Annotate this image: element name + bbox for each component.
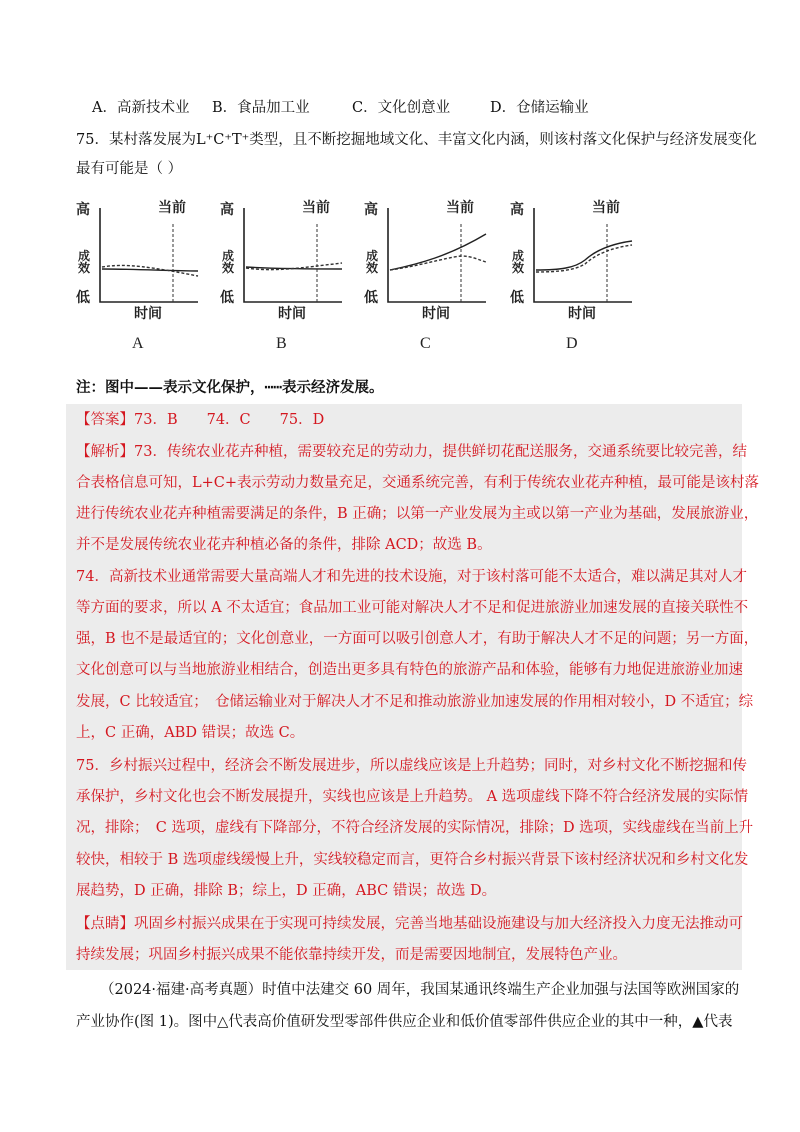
- current-marker-label: 当前: [446, 200, 474, 216]
- y-mid-label: 成效: [366, 249, 379, 275]
- chart-b-plot: [220, 196, 350, 316]
- y-low-label: 低: [510, 290, 524, 306]
- analysis-line: 强，B 也不是最适宜的；文化创意业，一方面可以吸引创意人才，有助于解决人才不足的问题；另一方面，: [76, 631, 759, 647]
- axes: [100, 208, 198, 302]
- analysis-line: 上，C 正确，ABD 错误；故选 C。: [76, 725, 305, 741]
- comment-line-1: [76, 914, 743, 934]
- y-high-label: 高: [220, 202, 234, 218]
- answer-analysis-block: [66, 404, 760, 970]
- current-marker-label: 当前: [592, 200, 620, 216]
- q74-option-b: B．食品加工业: [212, 100, 310, 116]
- next-question-line1: （2024·福建·高考真题）时值中法建交 60 周年，我国某通讯终端生产企业加强与法国等欧洲国家的: [100, 982, 740, 998]
- q75-stem-line2: 最有可能是（ ）: [76, 161, 183, 177]
- q74-options: [92, 98, 712, 118]
- analysis-line: 展趋势，D 正确，排除 B；综上，D 正确，ABC 错误；故选 D。: [76, 883, 497, 899]
- comment-text: 巩固乡村振兴成果在于实现可持续发展，完善当地基础设施建设与加大经济投入力度无法推动可: [134, 916, 743, 932]
- y-mid-label: 成效: [78, 249, 91, 275]
- analysis-line: 进行传统农业花卉种植需要满足的条件，B 正确；以第一产业发展为主或以第一产业为基础，发展旅游业，: [76, 506, 759, 522]
- comment-tag: 【点睛】: [76, 916, 134, 932]
- chart-a: [76, 196, 206, 356]
- culture-protection-line: [246, 267, 342, 269]
- answer-tag: 【答案】: [76, 412, 134, 428]
- y-low-label: 低: [364, 290, 378, 306]
- chart-a-plot: [76, 196, 206, 316]
- culture-protection-line: [390, 234, 486, 270]
- q74-option-d: D．仓储运输业: [490, 100, 589, 116]
- y-mid-label: 成效: [222, 249, 235, 275]
- axes: [388, 208, 486, 302]
- x-axis-label: 时间: [134, 306, 162, 322]
- current-marker-label: 当前: [302, 200, 330, 216]
- chart-c-plot: [364, 196, 494, 316]
- next-question-line2: 产业协作(图 1)。图中△代表高价值研发型零部件供应企业和低价值零部件供应企业的其中一种，▲代表: [76, 1014, 733, 1030]
- analysis-line: 74．高新技术业通常需要大量高端人才和先进的技术设施，对于该村落可能不太适合，难以满足其对人才: [76, 569, 747, 585]
- x-axis-label: 时间: [568, 306, 596, 322]
- analysis-line: 75．乡村振兴过程中，经济会不断发展进步，所以虚线应该是上升趋势；同时，对乡村文化不断挖掘和传: [76, 758, 747, 774]
- x-axis-label: 时间: [278, 306, 306, 322]
- y-low-label: 低: [220, 290, 234, 306]
- y-low-label: 低: [76, 290, 90, 306]
- answer-line: [76, 410, 324, 430]
- chart-letter: A: [132, 335, 144, 352]
- x-axis-label: 时间: [422, 306, 450, 322]
- chart-letter: B: [276, 335, 287, 352]
- culture-protection-line: [536, 241, 632, 270]
- chart-letter: C: [420, 335, 431, 352]
- chart-letter: D: [566, 335, 578, 352]
- y-high-label: 高: [76, 202, 90, 218]
- y-high-label: 高: [364, 202, 378, 218]
- current-marker-label: 当前: [158, 200, 186, 216]
- analysis-line-1: [76, 442, 747, 462]
- analysis-text: 73．传统农业花卉种植，需要较充足的劳动力，提供鲜切花配送服务，交通系统要比较完善，结: [134, 444, 747, 460]
- y-high-label: 高: [510, 202, 524, 218]
- comment-line-2: 持续发展；巩固乡村振兴成果不能依靠持续开发，而是需要因地制宜，发展特色产业。: [76, 947, 627, 963]
- analysis-line: 文化创意可以与当地旅游业相结合，创造出更多具有特色的旅游产品和体验，能够有力地促进旅游业加速: [76, 662, 743, 678]
- q74-option-a: A．高新技术业: [92, 100, 190, 116]
- axes: [534, 208, 632, 302]
- chart-b: [220, 196, 350, 356]
- analysis-line: 并不是发展传统农业花卉种植必备的条件，排除 ACD；故选 B。: [76, 537, 492, 553]
- chart-d-plot: [510, 196, 640, 316]
- y-mid-label: 成效: [512, 249, 525, 275]
- chart-d: [510, 196, 640, 356]
- analysis-line: 发展，C 比较适宜； 仓储运输业对于解决人才不足和推动旅游业加速发展的作用相对较小，D 不适宜；综: [76, 694, 754, 710]
- analysis-tag: 【解析】: [76, 444, 134, 460]
- chart-c: [364, 196, 494, 356]
- economic-development-line: [536, 245, 632, 272]
- economic-development-line: [390, 256, 486, 270]
- analysis-line: 较快，相较于 B 选项虚线缓慢上升，实线较稳定而言，更符合乡村振兴背景下该村经济状况和乡村文化发: [76, 852, 749, 868]
- q75-stem-line1: 75．某村落发展为L⁺C⁺T⁺类型，且不断挖掘地域文化、丰富文化内涵，则该村落文化保护与经济发展变化: [76, 132, 757, 148]
- q74-option-c: C．文化创意业: [352, 100, 451, 116]
- culture-protection-line: [102, 269, 198, 271]
- analysis-line: 况，排除； C 选项，虚线有下降部分，不符合经济发展的实际情况，排除；D 选项，实线虚线在当前上升: [76, 820, 754, 836]
- analysis-line: 合表格信息可知，L+C+表示劳动力数量充足，交通系统完善，有利于传统农业花卉种植，最可能是该村落: [76, 475, 760, 491]
- chart-note: 注：图中——表示文化保护，┅┅表示经济发展。: [76, 379, 384, 396]
- analysis-line: 承保护，乡村文化也会不断发展提升，实线也应该是上升趋势。 A 选项虚线下降不符合经济发展的实际情: [76, 789, 749, 805]
- axes: [244, 208, 342, 302]
- answer-text: 73．B 74．C 75．D: [134, 412, 325, 428]
- analysis-line: 等方面的要求，所以 A 不太适宜；食品加工业可能对解决人才不足和促进旅游业加速发展的直接关联性不: [76, 600, 749, 616]
